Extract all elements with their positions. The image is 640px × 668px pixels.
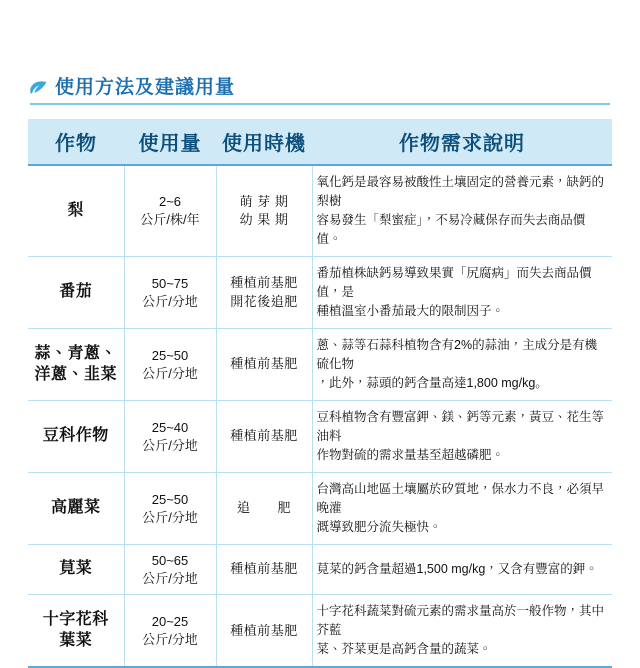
- cell-description: 番茄植株缺鈣易導致果實「尻腐病」而失去商品價值，是 種植溫室小番茄最大的限制因子。: [312, 257, 612, 329]
- cell-crop: 蒜、青蔥、 洋蔥、韭菜: [28, 329, 124, 401]
- cell-timing: 追 肥: [216, 473, 312, 545]
- column-header-timing: 使用時機: [216, 119, 312, 165]
- cell-timing: 種植前基肥 開花後追肥: [216, 257, 312, 329]
- table-body: [28, 165, 612, 667]
- cell-amount: 20~25 公斤/分地: [124, 595, 216, 668]
- cell-description: 豆科植物含有豐富鉀、鎂、鈣等元素，黃豆、花生等油料 作物對硫的需求量基至超越磷肥。: [312, 401, 612, 473]
- table-row: [28, 473, 612, 545]
- cell-timing: 種植前基肥: [216, 545, 312, 595]
- cell-crop: 梨: [28, 165, 124, 257]
- cell-timing: 種植前基肥: [216, 595, 312, 668]
- table-row: [28, 257, 612, 329]
- cell-description: 蔥、蒜等石蒜科植物含有2%的蒜油，主成分是有機硫化物 ，此外，蒜頭的鈣含量高達1,800 mg/kg。: [312, 329, 612, 401]
- cell-timing: 種植前基肥: [216, 329, 312, 401]
- column-header-description: 作物需求說明: [312, 119, 612, 165]
- table-row: [28, 401, 612, 473]
- cell-description: 十字花科蔬菜對硫元素的需求量高於一般作物，其中芥藍 菜、芥菜更是高鈣含量的蔬菜。: [312, 595, 612, 668]
- table-row: [28, 545, 612, 595]
- section-heading-title: 使用方法及建議用量: [55, 77, 236, 98]
- usage-table: [28, 119, 612, 668]
- cell-crop: 莧菜: [28, 545, 124, 595]
- cell-crop: 十字花科 葉菜: [28, 595, 124, 668]
- column-header-amount: 使用量: [124, 119, 216, 165]
- cell-timing: 種植前基肥: [216, 401, 312, 473]
- leaf-bullet-icon: [30, 81, 47, 94]
- table-row: [28, 595, 612, 668]
- table-header: [28, 119, 612, 165]
- cell-timing: 萌 芽 期 幼 果 期: [216, 165, 312, 257]
- cell-amount: 25~50 公斤/分地: [124, 329, 216, 401]
- table-header-row: [28, 119, 612, 165]
- cell-amount: 25~50 公斤/分地: [124, 473, 216, 545]
- cell-description: 氧化鈣是最容易被酸性土壤固定的營養元素，缺鈣的梨樹 容易發生「梨蜜症」，不易冷藏保存而失去商品價值。: [312, 165, 612, 257]
- cell-amount: 50~65 公斤/分地: [124, 545, 216, 595]
- cell-amount: 2~6 公斤/株/年: [124, 165, 216, 257]
- column-header-crop: 作物: [28, 119, 124, 165]
- cell-amount: 25~40 公斤/分地: [124, 401, 216, 473]
- cell-crop: 豆科作物: [28, 401, 124, 473]
- cell-crop: 番茄: [28, 257, 124, 329]
- section-heading: [30, 78, 610, 105]
- table-row: [28, 329, 612, 401]
- cell-description: 台灣高山地區土壤屬於矽質地，保水力不良，必須早晚灌 溉導致肥分流失極快。: [312, 473, 612, 545]
- cell-description: 莧菜的鈣含量超過1,500 mg/kg，又含有豐富的鉀。: [312, 545, 612, 595]
- cell-amount: 50~75 公斤/分地: [124, 257, 216, 329]
- table-row: [28, 165, 612, 257]
- cell-crop: 高麗菜: [28, 473, 124, 545]
